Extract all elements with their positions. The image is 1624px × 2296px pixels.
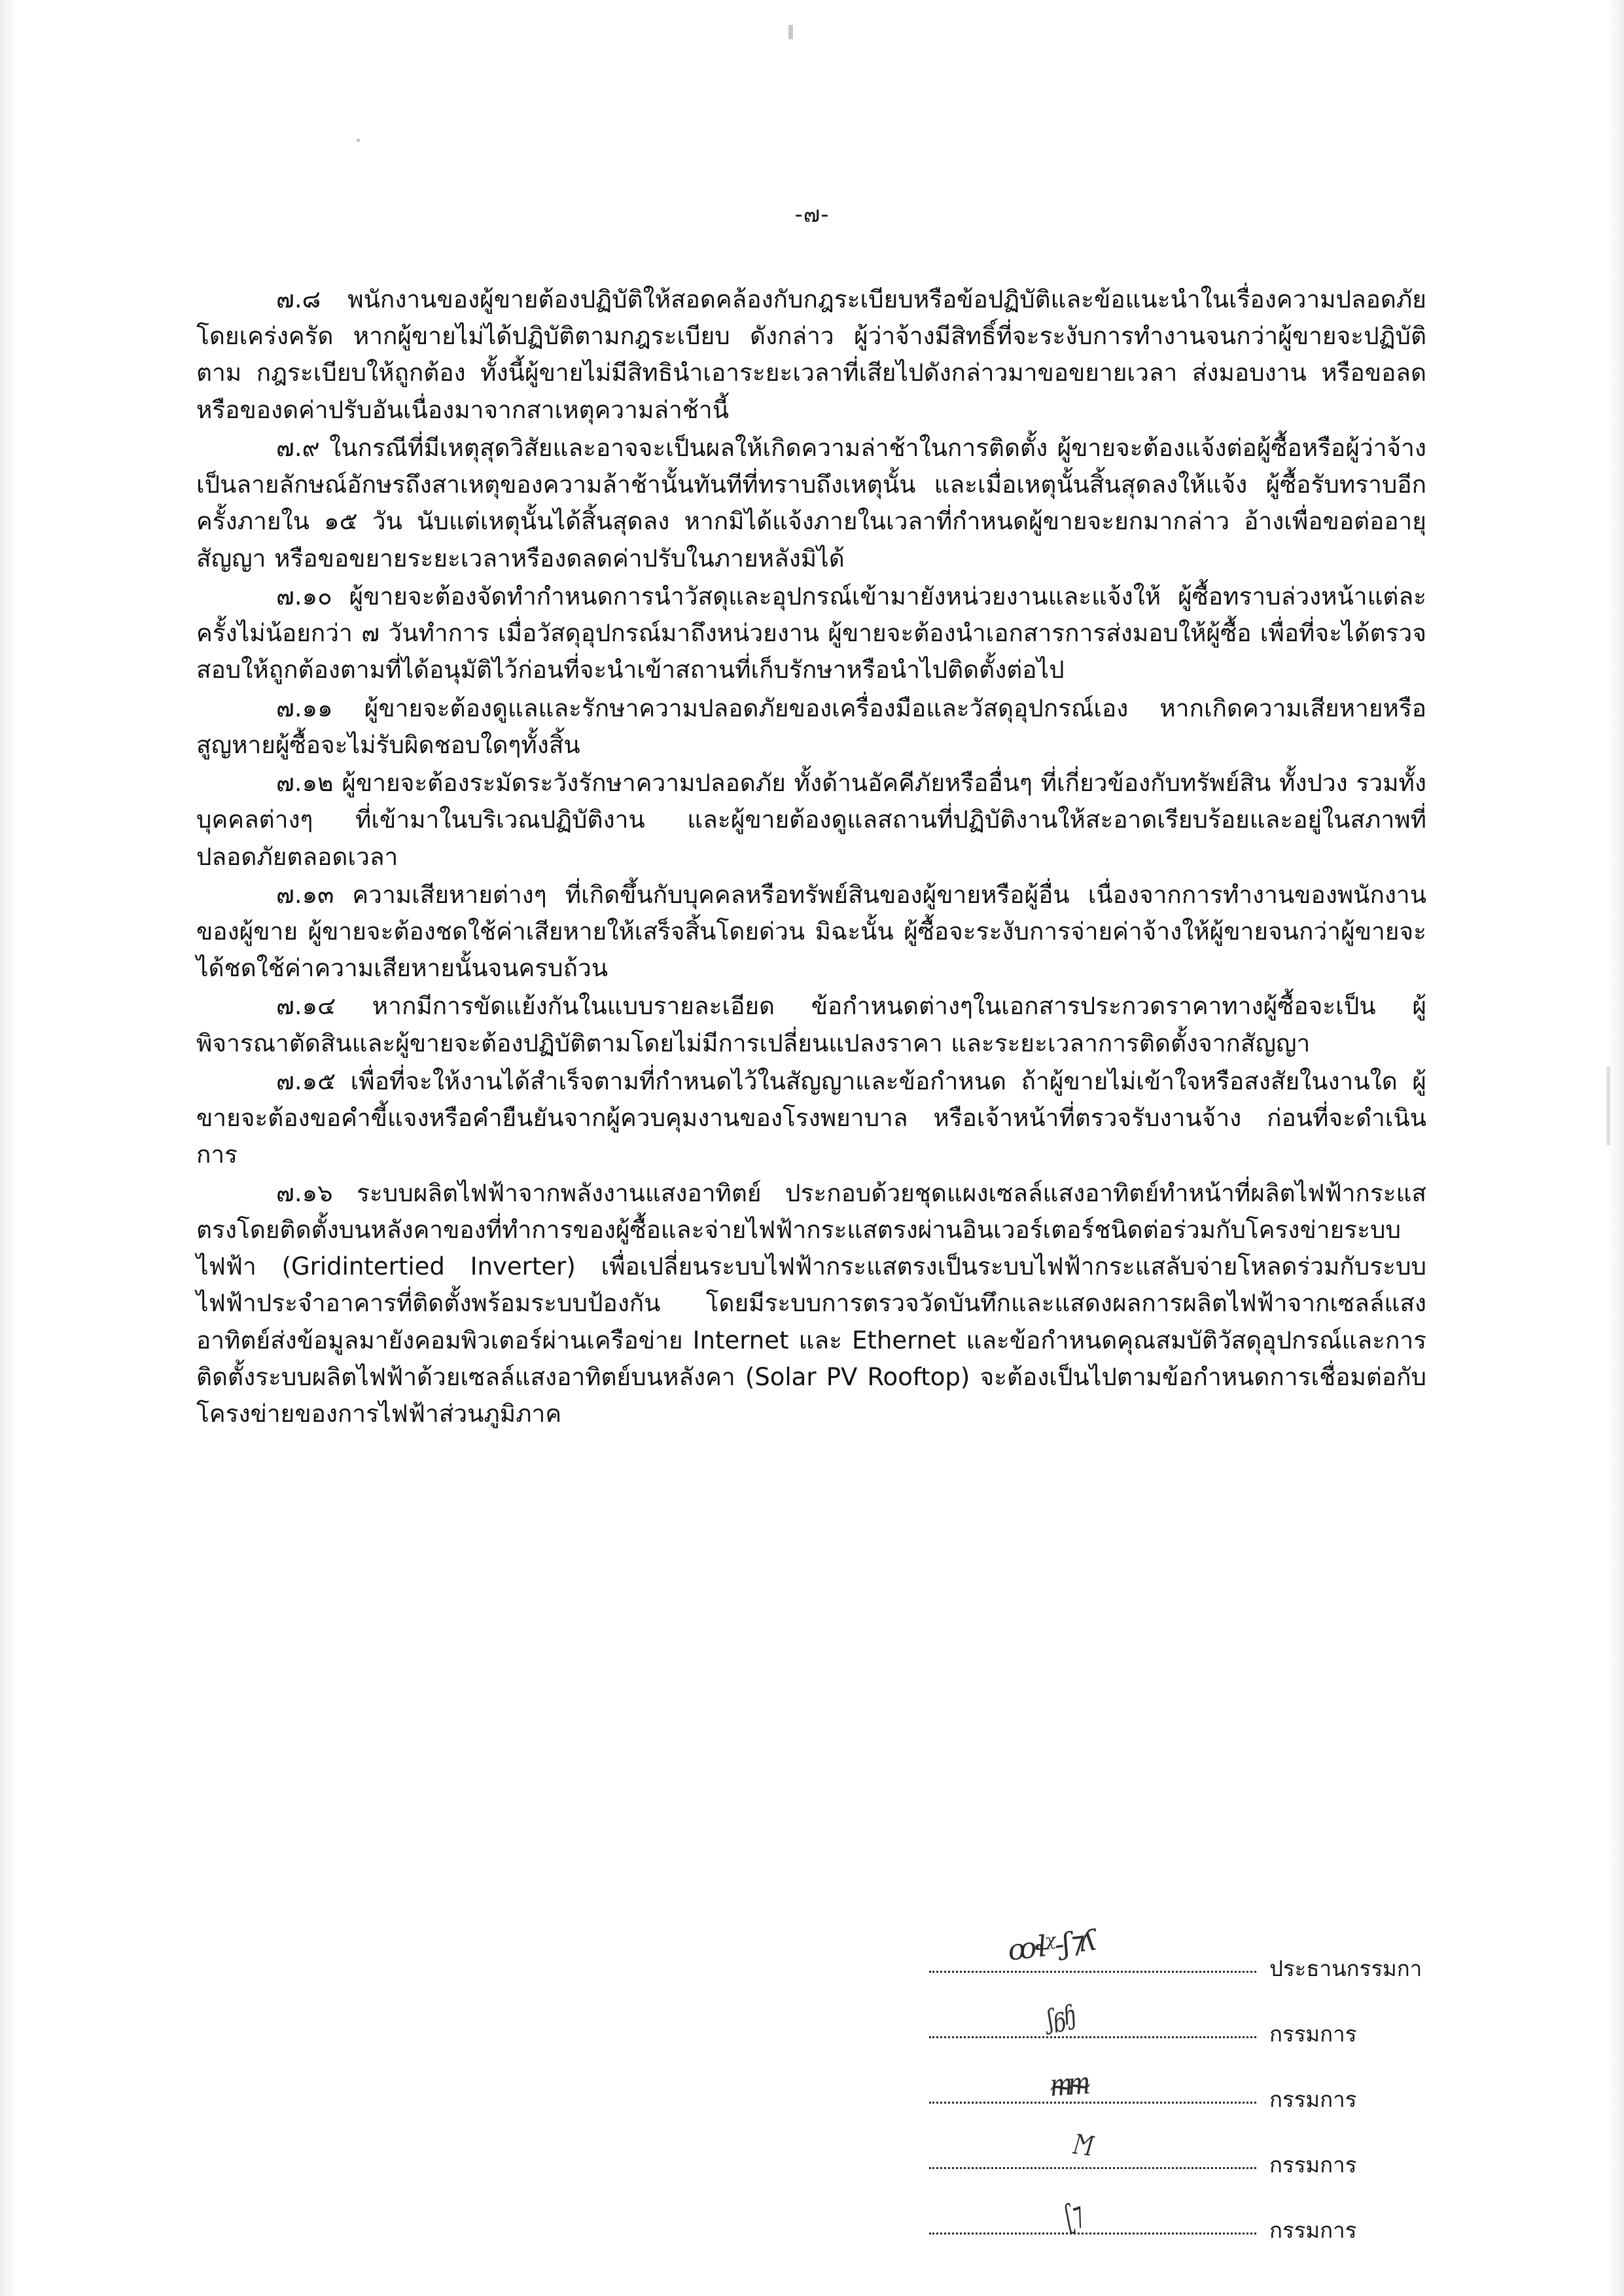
page-right-shadow	[1607, 0, 1624, 2296]
paragraph-7-8: ๗.๘ พนักงานของผู้ขายต้องปฏิบัติให้สอดคล้องกับกฎระเบียบหรือข้อปฏิบัติและข้อแนะนำในเรื่องความปลอดภัยโดยเคร่งครัด หากผู้ขายไม่ได้ปฏิบัติตามกฎระเบียบ ดังกล่าว ผู้ว่าจ้างมีสิทธิ์ที่จะระงับการทำงานจนกว่าผู้ขายจะปฏิบัติตาม กฎระเบียบให้ถูกต้อง ทั้งนี้ผู้ขายไม่มีสิทธินำเอาระยะเวลาที่เสียไปดังกล่าวมาขอขยายเวลา ส่งมอบงาน หรือขอลด หรือของดค่าปรับอันเนื่องมาจากสาเหตุความล่าช้านี้	[196, 285, 1426, 424]
paragraph-7-15: ๗.๑๕ เพื่อที่จะให้งานได้สำเร็จตามที่กำหนดไว้ในสัญญาและข้อกำหนด ถ้าผู้ขายไม่เข้าใจหรือสงสัยในงานใด ผู้ขายจะต้องขอคำขี้แจงหรือคำยืนยันจากผู้ควบคุมงานของโรงพยาบาล หรือเจ้าหน้าที่ตรวจรับงานจ้าง ก่อนที่จะดำเนินการ	[196, 1067, 1426, 1169]
signature-line	[929, 2036, 1256, 2038]
page-number: -๗-	[794, 202, 830, 228]
signature-line	[929, 1971, 1256, 1973]
signature-mark: ᵯᵯ	[1048, 2061, 1087, 2104]
document-body	[196, 281, 1426, 1432]
signature-row-member-3	[929, 2128, 1570, 2199]
signature-label: กรรมการ	[1269, 2087, 1357, 2112]
signature-row-member-4	[929, 2195, 1570, 2264]
signature-mark: ʗ⁊	[1059, 2195, 1086, 2236]
signature-label: กรรมการ	[1269, 2217, 1357, 2243]
signature-line	[929, 2233, 1256, 2234]
paragraph-7-9: ๗.๙ ในกรณีที่มีเหตุสุดวิสัยและอาจจะเป็นผลให้เกิดความล่าช้าในการติดตั้ง ผู้ขายจะต้องแจ้งต่อผู้ซื้อหรือผู้ว่าจ้างเป็นลายลักษณ์อักษรถึงสาเหตุของความล้าช้านั้นทันทีที่ทราบถึงเหตุนั้น และเมื่อเหตุนั้นสิ้นสุดลงให้แจ้ง ผู้ซื้อรับทราบอีกครั้งภายใน ๑๕ วัน นับแต่เหตุนั้นได้สิ้นสุดลง หากมิได้แจ้งภายในเวลาที่กำหนดผู้ขายจะยกมากล่าว อ้างเพื่อขอต่ออายุสัญญา หรือขอขยายระยะเวลาหรืองดลดค่าปรับในภายหลังมิได้	[196, 433, 1426, 573]
signature-line	[929, 2102, 1256, 2104]
scan-speck	[788, 25, 793, 39]
signature-line	[929, 2167, 1256, 2169]
signature-mark: ʃᵷɧ	[1044, 2000, 1078, 2035]
page-left-shadow	[0, 0, 17, 2296]
signature-mark: Ϻ	[1071, 2128, 1095, 2163]
paragraph-7-13: ๗.๑๓ ความเสียหายต่างๆ ที่เกิดขึ้นกับบุคคลหรือทรัพย์สินของผู้ขายหรือผู้อื่น เนื่องจากการทำงานของพนักงานของผู้ขาย ผู้ขายจะต้องชดใช้ค่าเสียหายให้เสร็จสิ้นโดยด่วน มิฉะนั้น ผู้ซื้อจะระงับการจ่ายค่าจ้างให้ผู้ขายจนกว่าผู้ขายจะได้ชดใช้ค่าความเสียหายนั้นจนครบถ้วน	[196, 880, 1426, 983]
paragraph-7-11: ๗.๑๑ ผู้ขายจะต้องดูแลและรักษาความปลอดภัยของเครื่องมือและวัสดุอุปกรณ์เอง หากเกิดความเสียหายหรือสูญหายผู้ซื้อจะไม่รับผิดชอบใดๆทั้งสิ้น	[196, 694, 1426, 759]
signature-row-chairman	[929, 1924, 1570, 2002]
paragraph-7-16: ๗.๑๖ ระบบผลิตไฟฟ้าจากพลังงานแสงอาทิตย์ ประกอบด้วยชุดแผงเซลล์แสงอาทิตย์ทำหน้าที่ผลิตไฟฟ้ากระแสตรงโดยติดตั้งบนหลังคาของที่ทำการของผู้ซื้อและจ่ายไฟฟ้ากระแสตรงผ่านอินเวอร์เตอร์ชนิดต่อร่วมกับโครงข่ายระบบไฟฟ้า (Gridintertied Inverter) เพื่อเปลี่ยนระบบไฟฟ้ากระแสตรงเป็นระบบไฟฟ้ากระแสลับจ่ายโหลดร่วมกับระบบไฟฟ้าประจำอาคารที่ติดตั้งพร้อมระบบป้องกัน โดยมีระบบการตรวจวัดบันทึกและแสดงผลการผลิตไฟฟ้าจากเซลล์แสงอาทิตย์ส่งข้อมูลมายังคอมพิวเตอร์ผ่านเครือข่าย Internet และ Ethernet และข้อกำหนดคุณสมบัติวัสดุอุปกรณ์และการติดตั้งระบบผลิตไฟฟ้าด้วยเซลล์แสงอาทิตย์บนหลังคา (Solar PV Rooftop) จะต้องเป็นไปตามข้อกำหนดการเชื่อมต่อกับโครงข่ายของการไฟฟ้าส่วนภูมิภาค	[196, 1178, 1426, 1428]
scan-speck	[1606, 1067, 1610, 1145]
signature-label: กรรมการ	[1269, 2152, 1357, 2178]
signature-row-member-2	[929, 2061, 1570, 2133]
signature-label: ประธานกรรมกา	[1269, 1956, 1422, 1981]
signature-label: กรรมการ	[1269, 2021, 1357, 2047]
scan-speck	[357, 139, 360, 142]
signature-row-member-1	[929, 2002, 1570, 2068]
paragraph-7-10: ๗.๑๐ ผู้ขายจะต้องจัดทำกำหนดการนำวัสดุและอุปกรณ์เข้ามายังหน่วยงานและแจ้งให้ ผู้ซื้อทราบล่วงหน้าแต่ละครั้งไม่น้อยกว่า ๗ วันทำการ เมื่อวัสดุอุปกรณ์มาถึงหน่วยงาน ผู้ขายจะต้องนำเอกสารการส่งมอบให้ผู้ซื้อ เพื่อที่จะได้ตรวจสอบให้ถูกต้องตามที่ได้อนุมัติไว้ก่อนที่จะนำเข้าสถานที่เก็บรักษาหรือนำไปติดตั้งต่อไป	[196, 582, 1426, 684]
paragraph-7-12: ๗.๑๒ ผู้ขายจะต้องระมัดระวังรักษาความปลอดภัย ทั้งด้านอัคคีภัยหรืออื่นๆ ที่เกี่ยวข้องกับทรัพย์สิน ทั้งปวง รวมทั้งบุคคลต่างๆ ที่เข้ามาในบริเวณปฏิบัติงาน และผู้ขายต้องดูแลสถานที่ปฏิบัติงานให้สะอาดเรียบร้อยและอยู่ในสภาพที่ปลอดภัยตลอดเวลา	[196, 769, 1427, 871]
signature-mark: ꝏɬᵡ-ʃ⁊ʎ	[1006, 1924, 1097, 1968]
signature-block	[929, 1924, 1570, 2264]
paragraph-7-14: ๗.๑๔ หากมีการขัดแย้งกันในแบบรายละเอียด ข้อกำหนดต่างๆในเอกสารประกวดราคาทางผู้ซื้อจะเป็น ผู้พิจารณาตัดสินและผู้ขายจะต้องปฏิบัติตามโดยไม่มีการเปลี่ยนแปลงราคา และระยะเวลาการติดตั้งจากสัญญา	[196, 992, 1426, 1057]
